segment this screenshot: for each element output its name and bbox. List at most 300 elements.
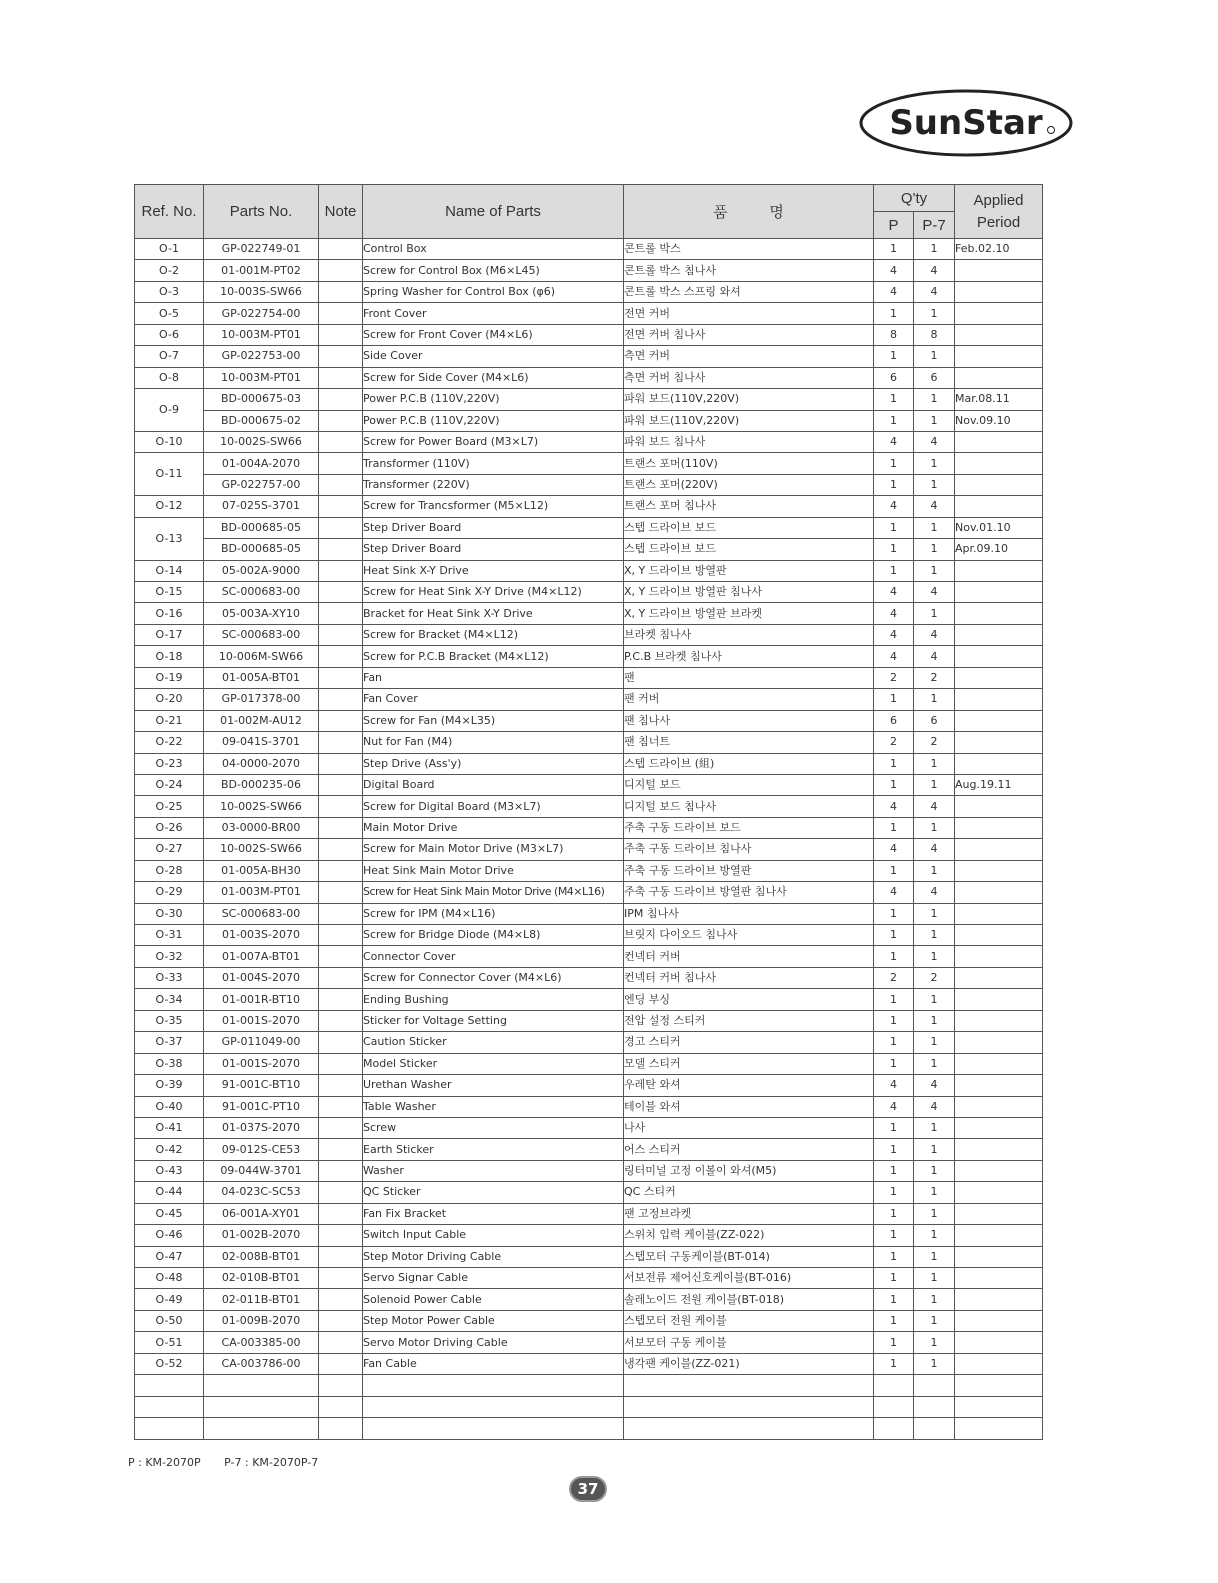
- qty-p-cell: 8: [874, 324, 914, 345]
- part-no-cell: BD-000685-05: [204, 539, 319, 560]
- note-cell: [319, 689, 363, 710]
- applied-period-cell: [955, 1203, 1043, 1224]
- korean-name-cell: 주축 구동 드라이브 방열판: [624, 860, 874, 881]
- qty-p7-cell: 1: [914, 1246, 955, 1267]
- korean-name-cell: [624, 1418, 874, 1439]
- part-no-cell: 03-0000-BR00: [204, 817, 319, 838]
- sunstar-logo: [858, 88, 1074, 158]
- part-no-cell: 01-001S-2070: [204, 1010, 319, 1031]
- note-cell: [319, 367, 363, 388]
- qty-p-cell: 1: [874, 1203, 914, 1224]
- table-row: [135, 303, 1043, 324]
- note-cell: [319, 560, 363, 581]
- qty-p7-cell: 1: [914, 1268, 955, 1289]
- note-cell: [319, 710, 363, 731]
- note-cell: [319, 1032, 363, 1053]
- table-row: [135, 1246, 1043, 1267]
- table-row: [135, 1160, 1043, 1181]
- part-no-cell: 01-001M-PT02: [204, 260, 319, 281]
- table-row: [135, 624, 1043, 645]
- korean-name-cell: 브릿지 다이오드 침나사: [624, 925, 874, 946]
- part-name-cell: Step Driver Board: [363, 539, 624, 560]
- applied-period-cell: [955, 1353, 1043, 1374]
- qty-p7-cell: 4: [914, 882, 955, 903]
- part-no-cell: 09-044W-3701: [204, 1160, 319, 1181]
- part-no-cell: 10-002S-SW66: [204, 431, 319, 452]
- part-no-cell: 09-012S-CE53: [204, 1139, 319, 1160]
- part-no-cell: 01-005A-BH30: [204, 860, 319, 881]
- qty-p-cell: 4: [874, 1096, 914, 1117]
- applied-period-cell: [955, 646, 1043, 667]
- korean-name-cell: X, Y 드라이브 방열판: [624, 560, 874, 581]
- qty-p-cell: 1: [874, 1010, 914, 1031]
- qty-p-cell: 4: [874, 431, 914, 452]
- korean-name-cell: QC 스티커: [624, 1182, 874, 1203]
- table-row: [135, 882, 1043, 903]
- qty-p7-cell: 1: [914, 1289, 955, 1310]
- ref-no-cell: O-42: [135, 1139, 204, 1160]
- note-cell: [319, 1075, 363, 1096]
- note-cell: [319, 732, 363, 753]
- header-parts-no: Parts No.: [204, 185, 319, 239]
- qty-p7-cell: 1: [914, 517, 955, 538]
- applied-period-cell: Nov.01.10: [955, 517, 1043, 538]
- qty-p-cell: 1: [874, 753, 914, 774]
- part-name-cell: Screw for Digital Board (M3×L7): [363, 796, 624, 817]
- ref-no-cell: O-45: [135, 1203, 204, 1224]
- part-no-cell: GP-022749-01: [204, 239, 319, 260]
- note-cell: [319, 796, 363, 817]
- part-no-cell: 01-037S-2070: [204, 1117, 319, 1138]
- part-name-cell: Ending Bushing: [363, 989, 624, 1010]
- ref-no-cell: O-49: [135, 1289, 204, 1310]
- korean-name-cell: 주축 구동 드라이브 보드: [624, 817, 874, 838]
- qty-p7-cell: 1: [914, 946, 955, 967]
- korean-name-cell: 스텝 드라이브 보드: [624, 539, 874, 560]
- ref-no-cell: O-46: [135, 1225, 204, 1246]
- korean-name-cell: 스텝모터 구동케이블(BT-014): [624, 1246, 874, 1267]
- applied-period-cell: [955, 453, 1043, 474]
- part-no-cell: 10-002S-SW66: [204, 796, 319, 817]
- part-no-cell: SC-000683-00: [204, 582, 319, 603]
- qty-p-cell: 2: [874, 732, 914, 753]
- ref-no-cell: O-8: [135, 367, 204, 388]
- note-cell: [319, 882, 363, 903]
- korean-name-cell: 어스 스티커: [624, 1139, 874, 1160]
- korean-name-cell: 팬 침너트: [624, 732, 874, 753]
- ref-no-cell: O-44: [135, 1182, 204, 1203]
- part-name-cell: QC Sticker: [363, 1182, 624, 1203]
- korean-name-cell: 파워 보드(110V,220V): [624, 410, 874, 431]
- part-no-cell: SC-000683-00: [204, 903, 319, 924]
- note-cell: [319, 1289, 363, 1310]
- qty-p7-cell: 1: [914, 860, 955, 881]
- ref-no-cell: O-25: [135, 796, 204, 817]
- part-name-cell: Screw for Bridge Diode (M4×L8): [363, 925, 624, 946]
- korean-name-cell: 콘트롤 박스 침나사: [624, 260, 874, 281]
- applied-period-cell: [955, 839, 1043, 860]
- table-row: [135, 281, 1043, 302]
- korean-name-cell: 측면 커버 침나사: [624, 367, 874, 388]
- page-number-badge: 37: [569, 1476, 607, 1502]
- note-cell: [319, 539, 363, 560]
- korean-name-cell: [624, 1375, 874, 1396]
- note-cell: [319, 1203, 363, 1224]
- ref-no-cell: O-23: [135, 753, 204, 774]
- part-name-cell: Step Motor Power Cable: [363, 1310, 624, 1331]
- part-name-cell: Fan Cover: [363, 689, 624, 710]
- ref-no-cell: O-6: [135, 324, 204, 345]
- applied-period-cell: [955, 946, 1043, 967]
- footer-p7-model: P-7 : KM-2070P-7: [224, 1456, 319, 1469]
- table-row: [135, 1375, 1043, 1396]
- note-cell: [319, 1160, 363, 1181]
- ref-no-cell: O-50: [135, 1310, 204, 1331]
- applied-period-cell: [955, 1117, 1043, 1138]
- note-cell: [319, 1096, 363, 1117]
- qty-p7-cell: 1: [914, 603, 955, 624]
- table-row: [135, 839, 1043, 860]
- table-row: [135, 410, 1043, 431]
- qty-p-cell: 4: [874, 582, 914, 603]
- note-cell: [319, 410, 363, 431]
- applied-period-cell: [955, 1396, 1043, 1417]
- korean-name-cell: 스텝 드라이브 (組): [624, 753, 874, 774]
- part-no-cell: 01-002M-AU12: [204, 710, 319, 731]
- part-name-cell: Transformer (220V): [363, 474, 624, 495]
- part-name-cell: Heat Sink X-Y Drive: [363, 560, 624, 581]
- ref-no-cell: O-30: [135, 903, 204, 924]
- qty-p-cell: 6: [874, 367, 914, 388]
- qty-p-cell: 1: [874, 1032, 914, 1053]
- applied-period-cell: [955, 1075, 1043, 1096]
- table-row: [135, 1010, 1043, 1031]
- part-no-cell: [204, 1396, 319, 1417]
- applied-period-cell: [955, 431, 1043, 452]
- part-no-cell: BD-000235-06: [204, 774, 319, 795]
- qty-p-cell: 1: [874, 389, 914, 410]
- note-cell: [319, 1246, 363, 1267]
- note-cell: [319, 903, 363, 924]
- table-row: [135, 1225, 1043, 1246]
- qty-p7-cell: 1: [914, 389, 955, 410]
- korean-name-cell: 컨넥터 커버 침나사: [624, 967, 874, 988]
- qty-p7-cell: 4: [914, 796, 955, 817]
- ref-no-cell: O-52: [135, 1353, 204, 1374]
- qty-p-cell: 1: [874, 1139, 914, 1160]
- qty-p7-cell: 1: [914, 1310, 955, 1331]
- korean-name-cell: 트랜스 포머(220V): [624, 474, 874, 495]
- qty-p-cell: 4: [874, 281, 914, 302]
- note-cell: [319, 1353, 363, 1374]
- applied-period-cell: [955, 667, 1043, 688]
- part-no-cell: [204, 1375, 319, 1396]
- table-row: [135, 517, 1043, 538]
- table-row: [135, 946, 1043, 967]
- korean-name-cell: 나사: [624, 1117, 874, 1138]
- note-cell: [319, 1117, 363, 1138]
- ref-no-cell: O-11: [135, 453, 204, 496]
- qty-p7-cell: 2: [914, 967, 955, 988]
- ref-no-cell: O-10: [135, 431, 204, 452]
- qty-p-cell: 4: [874, 882, 914, 903]
- applied-period-cell: [955, 1160, 1043, 1181]
- header-note: Note: [319, 185, 363, 239]
- korean-name-cell: 경고 스티커: [624, 1032, 874, 1053]
- note-cell: [319, 1396, 363, 1417]
- korean-name-cell: 주축 구동 드라이브 침나사: [624, 839, 874, 860]
- part-name-cell: Step Drive (Ass'y): [363, 753, 624, 774]
- ref-no-cell: O-29: [135, 882, 204, 903]
- korean-name-cell: 콘트롤 박스: [624, 239, 874, 260]
- header-applied-period: Applied Period: [955, 185, 1043, 239]
- ref-no-cell: O-19: [135, 667, 204, 688]
- part-no-cell: 02-010B-BT01: [204, 1268, 319, 1289]
- qty-p-cell: 1: [874, 539, 914, 560]
- qty-p-cell: 2: [874, 967, 914, 988]
- part-no-cell: BD-000675-02: [204, 410, 319, 431]
- korean-name-cell: 팬 커버: [624, 689, 874, 710]
- part-no-cell: 10-006M-SW66: [204, 646, 319, 667]
- ref-no-cell: O-1: [135, 239, 204, 260]
- applied-period-cell: [955, 1225, 1043, 1246]
- note-cell: [319, 453, 363, 474]
- qty-p-cell: 1: [874, 774, 914, 795]
- table-row: [135, 732, 1043, 753]
- qty-p-cell: 1: [874, 689, 914, 710]
- part-name-cell: Screw for Fan (M4×L35): [363, 710, 624, 731]
- part-name-cell: Screw for P.C.B Bracket (M4×L12): [363, 646, 624, 667]
- part-no-cell: 10-003M-PT01: [204, 324, 319, 345]
- part-name-cell: Solenoid Power Cable: [363, 1289, 624, 1310]
- applied-period-cell: [955, 260, 1043, 281]
- applied-period-cell: [955, 796, 1043, 817]
- qty-p-cell: 1: [874, 1246, 914, 1267]
- ref-no-cell: O-3: [135, 281, 204, 302]
- ref-no-cell: O-41: [135, 1117, 204, 1138]
- part-no-cell: GP-022757-00: [204, 474, 319, 495]
- part-no-cell: 01-005A-BT01: [204, 667, 319, 688]
- korean-name-cell: 트랜스 포머(110V): [624, 453, 874, 474]
- part-name-cell: Urethan Washer: [363, 1075, 624, 1096]
- part-name-cell: Fan: [363, 667, 624, 688]
- applied-period-cell: [955, 303, 1043, 324]
- ref-no-cell: O-15: [135, 582, 204, 603]
- qty-p7-cell: 1: [914, 774, 955, 795]
- applied-period-cell: [955, 903, 1043, 924]
- qty-p-cell: 1: [874, 474, 914, 495]
- korean-name-cell: 모델 스티커: [624, 1053, 874, 1074]
- part-name-cell: Bracket for Heat Sink X-Y Drive: [363, 603, 624, 624]
- qty-p7-cell: 1: [914, 410, 955, 431]
- applied-period-cell: [955, 1289, 1043, 1310]
- ref-no-cell: O-13: [135, 517, 204, 560]
- qty-p7-cell: 4: [914, 839, 955, 860]
- table-row: [135, 582, 1043, 603]
- korean-name-cell: X, Y 드라이브 방열판 침나사: [624, 582, 874, 603]
- qty-p7-cell: 1: [914, 1010, 955, 1031]
- table-row: [135, 774, 1043, 795]
- part-name-cell: Servo Signar Cable: [363, 1268, 624, 1289]
- table-row: [135, 1418, 1043, 1439]
- note-cell: [319, 431, 363, 452]
- applied-period-cell: [955, 582, 1043, 603]
- part-no-cell: 02-011B-BT01: [204, 1289, 319, 1310]
- part-no-cell: GP-022754-00: [204, 303, 319, 324]
- qty-p7-cell: 4: [914, 431, 955, 452]
- ref-no-cell: O-39: [135, 1075, 204, 1096]
- applied-period-cell: [955, 1139, 1043, 1160]
- qty-p7-cell: 8: [914, 324, 955, 345]
- korean-name-cell: 서보모터 구동 케이블: [624, 1332, 874, 1353]
- header-qty: Q'ty: [874, 185, 955, 212]
- note-cell: [319, 1418, 363, 1439]
- qty-p7-cell: 1: [914, 1139, 955, 1160]
- part-name-cell: [363, 1396, 624, 1417]
- qty-p7-cell: 4: [914, 496, 955, 517]
- qty-p-cell: 1: [874, 1332, 914, 1353]
- korean-name-cell: IPM 침나사: [624, 903, 874, 924]
- table-row: [135, 710, 1043, 731]
- table-row: [135, 603, 1043, 624]
- part-no-cell: 05-002A-9000: [204, 560, 319, 581]
- applied-period-cell: [955, 860, 1043, 881]
- qty-p-cell: 2: [874, 667, 914, 688]
- applied-period-cell: [955, 882, 1043, 903]
- part-name-cell: Screw for Heat Sink X-Y Drive (M4×L12): [363, 582, 624, 603]
- qty-p-cell: 1: [874, 1182, 914, 1203]
- korean-name-cell: 팬: [624, 667, 874, 688]
- note-cell: [319, 1375, 363, 1396]
- part-name-cell: Washer: [363, 1160, 624, 1181]
- applied-period-cell: [955, 689, 1043, 710]
- applied-period-cell: [955, 624, 1043, 645]
- applied-period-cell: Nov.09.10: [955, 410, 1043, 431]
- note-cell: [319, 1053, 363, 1074]
- qty-p-cell: 1: [874, 560, 914, 581]
- ref-no-cell: O-20: [135, 689, 204, 710]
- ref-no-cell: O-26: [135, 817, 204, 838]
- applied-period-cell: [955, 753, 1043, 774]
- qty-p7-cell: 4: [914, 260, 955, 281]
- note-cell: [319, 817, 363, 838]
- qty-p7-cell: 1: [914, 474, 955, 495]
- table-row: [135, 817, 1043, 838]
- qty-p7-cell: 1: [914, 1032, 955, 1053]
- qty-p7-cell: 1: [914, 817, 955, 838]
- qty-p-cell: [874, 1396, 914, 1417]
- footer-p-model: P : KM-2070P: [128, 1456, 201, 1469]
- note-cell: [319, 1182, 363, 1203]
- part-no-cell: 01-001R-BT10: [204, 989, 319, 1010]
- note-cell: [319, 582, 363, 603]
- applied-period-cell: [955, 281, 1043, 302]
- applied-period-cell: [955, 1032, 1043, 1053]
- part-no-cell: 04-023C-SC53: [204, 1182, 319, 1203]
- applied-period-cell: [955, 710, 1043, 731]
- table-row: [135, 646, 1043, 667]
- korean-name-cell: 전면 커버 침나사: [624, 324, 874, 345]
- table-row: [135, 989, 1043, 1010]
- korean-name-cell: 콘트롤 박스 스프링 와셔: [624, 281, 874, 302]
- part-name-cell: Main Motor Drive: [363, 817, 624, 838]
- qty-p-cell: 1: [874, 1353, 914, 1374]
- part-name-cell: Screw for Front Cover (M4×L6): [363, 324, 624, 345]
- qty-p-cell: 1: [874, 346, 914, 367]
- note-cell: [319, 839, 363, 860]
- applied-period-cell: [955, 560, 1043, 581]
- ref-no-cell: O-35: [135, 1010, 204, 1031]
- qty-p-cell: 1: [874, 946, 914, 967]
- korean-name-cell: 스텝 드라이브 보드: [624, 517, 874, 538]
- table-row: [135, 1096, 1043, 1117]
- header-qty-p7: P-7: [914, 212, 955, 239]
- applied-period-cell: [955, 1246, 1043, 1267]
- part-no-cell: 01-002B-2070: [204, 1225, 319, 1246]
- qty-p7-cell: 1: [914, 1182, 955, 1203]
- qty-p-cell: 1: [874, 1225, 914, 1246]
- applied-period-cell: Aug.19.11: [955, 774, 1043, 795]
- part-name-cell: Screw for Side Cover (M4×L6): [363, 367, 624, 388]
- note-cell: [319, 346, 363, 367]
- applied-period-cell: Mar.08.11: [955, 389, 1043, 410]
- qty-p7-cell: 1: [914, 346, 955, 367]
- korean-name-cell: 브라켓 침나사: [624, 624, 874, 645]
- ref-no-cell: O-43: [135, 1160, 204, 1181]
- ref-no-cell: [135, 1396, 204, 1417]
- qty-p-cell: 1: [874, 453, 914, 474]
- part-name-cell: Heat Sink Main Motor Drive: [363, 860, 624, 881]
- korean-name-cell: 디지털 보드 침나사: [624, 796, 874, 817]
- qty-p7-cell: 1: [914, 1332, 955, 1353]
- header-korean-name: 품 명: [624, 185, 874, 239]
- qty-p-cell: 4: [874, 260, 914, 281]
- table-row: [135, 1032, 1043, 1053]
- table-row: [135, 753, 1043, 774]
- part-no-cell: 01-001S-2070: [204, 1053, 319, 1074]
- part-name-cell: Fan Fix Bracket: [363, 1203, 624, 1224]
- qty-p-cell: 4: [874, 603, 914, 624]
- part-name-cell: [363, 1375, 624, 1396]
- part-name-cell: Side Cover: [363, 346, 624, 367]
- applied-period-cell: [955, 925, 1043, 946]
- applied-period-cell: [955, 474, 1043, 495]
- korean-name-cell: 팬 침나사: [624, 710, 874, 731]
- note-cell: [319, 324, 363, 345]
- korean-name-cell: 팬 고정브라켓: [624, 1203, 874, 1224]
- qty-p7-cell: 2: [914, 667, 955, 688]
- table-row: [135, 903, 1043, 924]
- table-row: [135, 367, 1043, 388]
- part-no-cell: 01-007A-BT01: [204, 946, 319, 967]
- part-no-cell: 91-001C-BT10: [204, 1075, 319, 1096]
- part-name-cell: Step Driver Board: [363, 517, 624, 538]
- qty-p-cell: [874, 1375, 914, 1396]
- qty-p7-cell: 4: [914, 1096, 955, 1117]
- korean-name-cell: 링터미널 고정 이볼이 와셔(M5): [624, 1160, 874, 1181]
- part-no-cell: [204, 1418, 319, 1439]
- part-no-cell: 91-001C-PT10: [204, 1096, 319, 1117]
- note-cell: [319, 1139, 363, 1160]
- ref-no-cell: O-31: [135, 925, 204, 946]
- table-row: [135, 925, 1043, 946]
- part-name-cell: Screw for Bracket (M4×L12): [363, 624, 624, 645]
- part-name-cell: Fan Cable: [363, 1353, 624, 1374]
- applied-period-cell: [955, 1053, 1043, 1074]
- table-row: [135, 324, 1043, 345]
- table-row: [135, 560, 1043, 581]
- ref-no-cell: [135, 1418, 204, 1439]
